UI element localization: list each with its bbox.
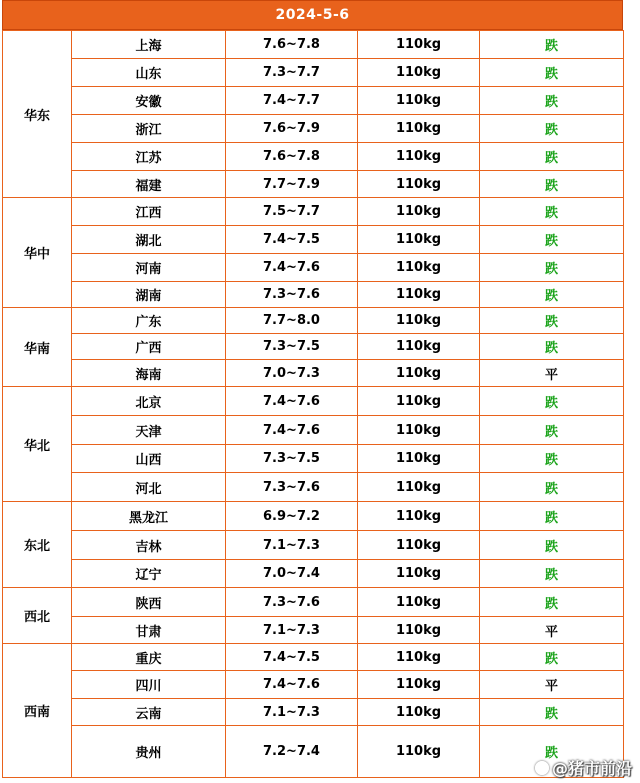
price-range-cell: 7.4~7.6 (226, 387, 358, 416)
weight-cell: 110kg (358, 334, 480, 360)
price-table-container (2, 0, 623, 778)
trend-cell: 跌 (480, 31, 624, 59)
price-range-cell: 7.0~7.3 (226, 360, 358, 387)
table-row (3, 588, 624, 617)
price-range-cell: 7.3~7.6 (226, 588, 358, 617)
weight-cell: 110kg (358, 308, 480, 334)
region-cell: 东北 (3, 502, 72, 588)
trend-cell: 跌 (480, 334, 624, 360)
price-range-cell: 7.2~7.4 (226, 726, 358, 778)
price-range-cell: 7.6~7.9 (226, 115, 358, 143)
price-table-body (3, 31, 624, 778)
table-row (3, 87, 624, 115)
province-cell: 江西 (72, 198, 226, 226)
date-header (2, 0, 623, 30)
province-cell: 陕西 (72, 588, 226, 617)
date-text: 2024-5-6 (275, 7, 350, 23)
province-cell: 黑龙江 (72, 502, 226, 531)
weight-cell: 110kg (358, 226, 480, 254)
table-row (3, 416, 624, 445)
trend-cell: 跌 (480, 531, 624, 560)
trend-cell: 平 (480, 671, 624, 699)
province-cell: 天津 (72, 416, 226, 445)
table-row (3, 115, 624, 143)
region-cell: 西北 (3, 588, 72, 644)
trend-cell: 跌 (480, 416, 624, 445)
watermark (535, 756, 632, 779)
province-cell: 重庆 (72, 644, 226, 671)
province-cell: 北京 (72, 387, 226, 416)
province-cell: 湖南 (72, 282, 226, 308)
table-row (3, 617, 624, 644)
province-cell: 广东 (72, 308, 226, 334)
province-cell: 江苏 (72, 143, 226, 171)
trend-cell: 跌 (480, 171, 624, 198)
price-range-cell: 7.0~7.4 (226, 560, 358, 588)
table-row (3, 226, 624, 254)
price-range-cell: 7.4~7.6 (226, 671, 358, 699)
province-cell: 河北 (72, 473, 226, 502)
trend-cell: 跌 (480, 282, 624, 308)
table-row (3, 360, 624, 387)
table-row (3, 198, 624, 226)
weight-cell: 110kg (358, 254, 480, 282)
weight-cell: 110kg (358, 644, 480, 671)
weight-cell: 110kg (358, 87, 480, 115)
table-row (3, 560, 624, 588)
weight-cell: 110kg (358, 59, 480, 87)
table-row (3, 59, 624, 87)
trend-cell: 跌 (480, 473, 624, 502)
trend-cell: 跌 (480, 726, 624, 778)
province-cell: 山东 (72, 59, 226, 87)
weight-cell: 110kg (358, 445, 480, 473)
trend-cell: 跌 (480, 143, 624, 171)
province-cell: 上海 (72, 31, 226, 59)
table-row (3, 282, 624, 308)
trend-cell: 平 (480, 360, 624, 387)
table-row (3, 334, 624, 360)
table-row (3, 644, 624, 671)
weight-cell: 110kg (358, 588, 480, 617)
weight-cell: 110kg (358, 502, 480, 531)
table-row (3, 254, 624, 282)
province-cell: 吉林 (72, 531, 226, 560)
table-row (3, 726, 624, 778)
price-range-cell: 7.4~7.6 (226, 254, 358, 282)
trend-cell: 跌 (480, 226, 624, 254)
table-row (3, 699, 624, 726)
weight-cell: 110kg (358, 387, 480, 416)
table-row (3, 387, 624, 416)
trend-cell: 跌 (480, 59, 624, 87)
trend-cell: 平 (480, 617, 624, 644)
table-row (3, 473, 624, 502)
table-row (3, 31, 624, 59)
price-range-cell: 7.3~7.6 (226, 282, 358, 308)
price-range-cell: 7.4~7.7 (226, 87, 358, 115)
price-range-cell: 7.6~7.8 (226, 143, 358, 171)
weight-cell: 110kg (358, 617, 480, 644)
price-table (2, 30, 624, 778)
trend-cell: 跌 (480, 588, 624, 617)
weight-cell: 110kg (358, 360, 480, 387)
table-row (3, 171, 624, 198)
trend-cell: 跌 (480, 699, 624, 726)
weight-cell: 110kg (358, 143, 480, 171)
weight-cell: 110kg (358, 699, 480, 726)
trend-cell: 跌 (480, 387, 624, 416)
price-range-cell: 7.7~7.9 (226, 171, 358, 198)
trend-cell: 跌 (480, 644, 624, 671)
weight-cell: 110kg (358, 31, 480, 59)
weight-cell: 110kg (358, 560, 480, 588)
trend-cell: 跌 (480, 198, 624, 226)
trend-cell: 跌 (480, 254, 624, 282)
province-cell: 河南 (72, 254, 226, 282)
province-cell: 四川 (72, 671, 226, 699)
weight-cell: 110kg (358, 671, 480, 699)
province-cell: 甘肃 (72, 617, 226, 644)
province-cell: 山西 (72, 445, 226, 473)
weight-cell: 110kg (358, 115, 480, 143)
table-row (3, 143, 624, 171)
province-cell: 福建 (72, 171, 226, 198)
province-cell: 安徽 (72, 87, 226, 115)
price-range-cell: 7.7~8.0 (226, 308, 358, 334)
trend-cell: 跌 (480, 445, 624, 473)
weight-cell: 110kg (358, 198, 480, 226)
price-range-cell: 7.1~7.3 (226, 617, 358, 644)
watermark-logo-icon (535, 761, 549, 775)
price-range-cell: 7.4~7.5 (226, 226, 358, 254)
province-cell: 广西 (72, 334, 226, 360)
trend-cell: 跌 (480, 560, 624, 588)
region-cell: 华北 (3, 387, 72, 502)
price-range-cell: 7.3~7.7 (226, 59, 358, 87)
price-range-cell: 7.3~7.6 (226, 473, 358, 502)
region-cell: 华南 (3, 308, 72, 387)
region-cell: 华东 (3, 31, 72, 198)
weight-cell: 110kg (358, 531, 480, 560)
trend-cell: 跌 (480, 87, 624, 115)
weight-cell: 110kg (358, 171, 480, 198)
trend-cell: 跌 (480, 502, 624, 531)
province-cell: 湖北 (72, 226, 226, 254)
weight-cell: 110kg (358, 473, 480, 502)
price-range-cell: 7.1~7.3 (226, 699, 358, 726)
weight-cell: 110kg (358, 726, 480, 778)
province-cell: 贵州 (72, 726, 226, 778)
price-range-cell: 7.6~7.8 (226, 31, 358, 59)
price-range-cell: 7.3~7.5 (226, 445, 358, 473)
table-row (3, 531, 624, 560)
price-range-cell: 7.4~7.6 (226, 416, 358, 445)
price-range-cell: 7.5~7.7 (226, 198, 358, 226)
region-cell: 西南 (3, 644, 72, 778)
province-cell: 云南 (72, 699, 226, 726)
weight-cell: 110kg (358, 416, 480, 445)
trend-cell: 跌 (480, 308, 624, 334)
price-range-cell: 6.9~7.2 (226, 502, 358, 531)
price-range-cell: 7.4~7.5 (226, 644, 358, 671)
trend-cell: 跌 (480, 115, 624, 143)
table-row (3, 445, 624, 473)
price-range-cell: 7.1~7.3 (226, 531, 358, 560)
table-row (3, 502, 624, 531)
table-row (3, 308, 624, 334)
province-cell: 海南 (72, 360, 226, 387)
price-range-cell: 7.3~7.5 (226, 334, 358, 360)
weight-cell: 110kg (358, 282, 480, 308)
province-cell: 辽宁 (72, 560, 226, 588)
watermark-text: @猪市前沿 (551, 759, 632, 778)
table-row (3, 671, 624, 699)
region-cell: 华中 (3, 198, 72, 308)
province-cell: 浙江 (72, 115, 226, 143)
